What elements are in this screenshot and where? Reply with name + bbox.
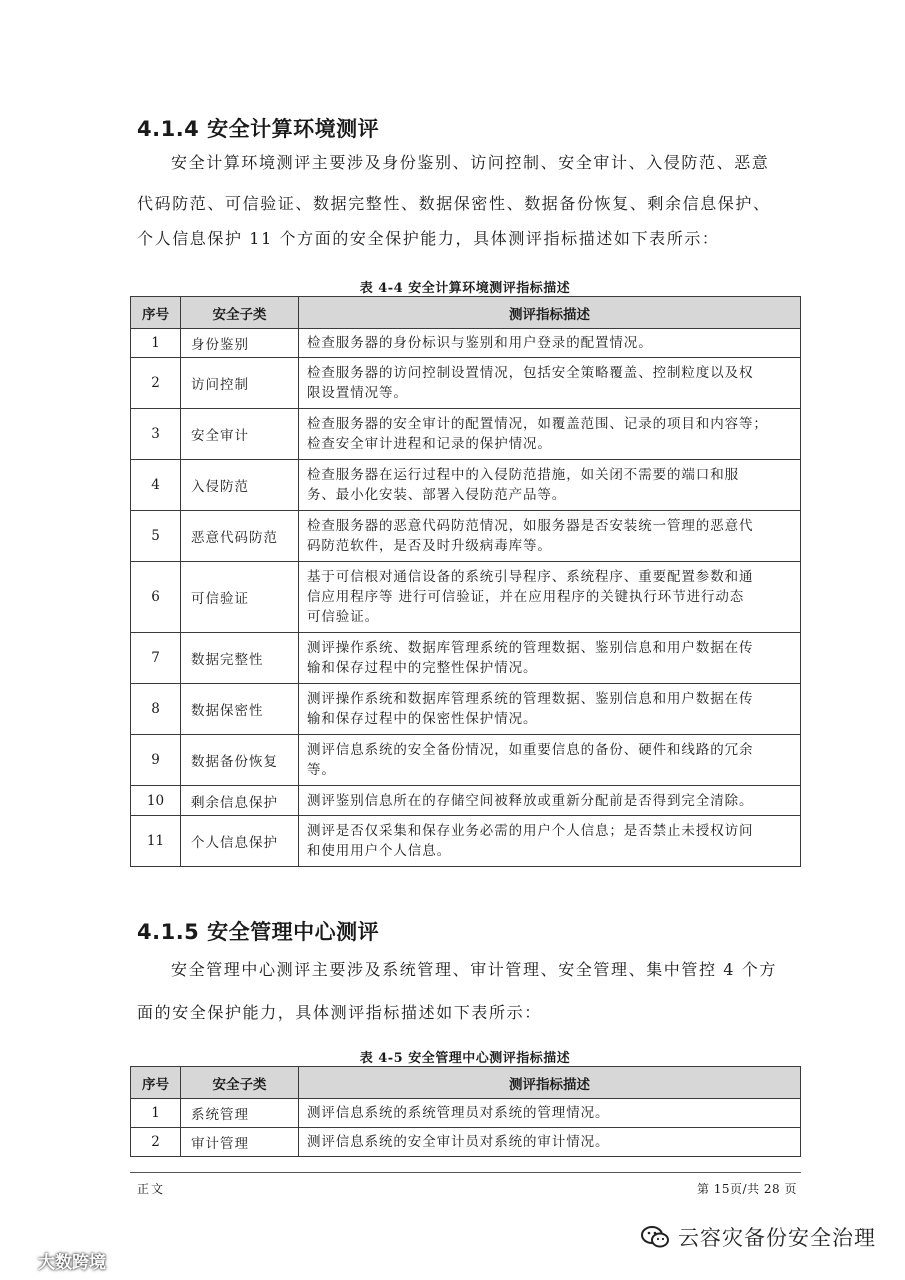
brand-logo-icon [2,1251,32,1271]
cell-subclass: 审计管理 [181,1128,299,1157]
description-line: 基于可信根对通信设备的系统引导程序、系统程序、重要配置参数和通 [307,569,754,585]
cell-no: 3 [131,409,181,460]
cell-no: 6 [131,562,181,633]
description-line: 测评操作系统、数据库管理系统的管理数据、鉴别信息和用户数据在传 [307,640,754,656]
cell-subclass: 恶意代码防范 [181,511,299,562]
table-row [131,633,801,684]
description-line: 检查服务器在运行过程中的入侵防范措施，如关闭不需要的端口和服 [307,467,739,483]
intro-line: 代码防范、可信验证、数据完整性、数据保密性、数据备份恢复、剩余信息保护、 [137,194,771,213]
description-line: 检查服务器的访问控制设置情况，包括安全策略覆盖、控制粒度以及权 [307,365,754,381]
cell-subclass: 访问控制 [181,358,299,409]
section-4-1-5-intro [137,952,797,1030]
description-line: 信应用程序等 进行可信验证，并在应用程序的关键执行环节进行动态 [307,589,745,605]
description-line: 可信验证。 [307,609,379,625]
cell-subclass: 可信验证 [181,562,299,633]
table-row [131,1099,801,1128]
intro-line: 面的安全保护能力，具体测评指标描述如下表所示： [137,1003,542,1022]
description-line: 码防范软件，是否及时升级病毒库等。 [307,538,552,554]
cell-subclass: 数据保密性 [181,684,299,735]
cell-no: 2 [131,358,181,409]
cell-no: 11 [131,816,181,867]
watermark-right [640,1222,876,1252]
cell-no: 1 [131,329,181,358]
header-subclass: 安全子类 [181,1067,299,1099]
description-line: 务、最小化安装、部署入侵防范产品等。 [307,487,567,503]
description-line: 和使用用户个人信息。 [307,843,451,859]
cell-no: 9 [131,735,181,786]
cell-no: 1 [131,1099,181,1128]
description-line: 输和保存过程中的保密性保护情况。 [307,711,538,727]
cell-no: 5 [131,511,181,562]
header-subclass: 安全子类 [181,297,299,329]
table-row [131,684,801,735]
cell-description [299,786,801,816]
cell-description [299,511,801,562]
intro-line: 安全管理中心测评主要涉及系统管理、审计管理、安全管理、集中管控 4 个方 [171,960,777,979]
watermark-left [2,1248,106,1273]
table-row [131,1128,801,1157]
cell-description [299,1128,801,1157]
table-4-4 [130,296,801,867]
cell-subclass: 入侵防范 [181,460,299,511]
description-line: 等。 [307,762,336,778]
table-4-4-caption: 表 4-4 安全计算环境测评指标描述 [359,281,571,296]
cell-no: 4 [131,460,181,511]
cell-description [299,1099,801,1128]
footer-divider [130,1172,801,1173]
cell-description [299,684,801,735]
table-row [131,460,801,511]
description-line: 测评信息系统的安全备份情况，如重要信息的备份、硬件和线路的冗余 [307,742,754,758]
cell-description [299,633,801,684]
cell-subclass: 数据完整性 [181,633,299,684]
table-row [131,358,801,409]
cell-subclass: 数据备份恢复 [181,735,299,786]
watermark-left-text: 大数跨境 [38,1253,106,1273]
cell-subclass: 个人信息保护 [181,816,299,867]
description-line: 检查服务器的身份标识与鉴别和用户登录的配置情况。 [307,335,653,351]
cell-no: 2 [131,1128,181,1157]
cell-description [299,329,801,358]
description-line: 测评操作系统和数据库管理系统的管理数据、鉴别信息和用户数据在传 [307,691,754,707]
footer-page-number: 第 15页/共 28 页 [696,1182,797,1196]
table-row [131,816,801,867]
table-row [131,409,801,460]
cell-no: 7 [131,633,181,684]
section-4-1-4-intro [137,145,797,256]
description-line: 检查服务器的恶意代码防范情况，如服务器是否安装统一管理的恶意代 [307,518,754,534]
table-row [131,329,801,358]
table-row [131,735,801,786]
cell-subclass: 系统管理 [181,1099,299,1128]
wechat-icon [640,1224,670,1250]
footer-section-label: 正文 [137,1182,166,1196]
cell-subclass: 身份鉴别 [181,329,299,358]
description-line: 输和保存过程中的完整性保护情况。 [307,660,538,676]
cell-subclass: 安全审计 [181,409,299,460]
section-title-4-1-4: 4.1.4 安全计算环境测评 [137,117,380,141]
cell-description [299,358,801,409]
section-title-4-1-5: 4.1.5 安全管理中心测评 [137,920,380,944]
header-no: 序号 [131,297,181,329]
watermark-right-text: 云容灾备份安全治理 [678,1226,876,1250]
table-4-5-caption: 表 4-5 安全管理中心测评指标描述 [359,1051,571,1066]
cell-description [299,409,801,460]
table-row [131,786,801,816]
cell-description [299,735,801,786]
cell-description [299,460,801,511]
table-header-row [131,297,801,329]
cell-no: 8 [131,684,181,735]
header-description: 测评指标描述 [299,297,801,329]
header-description: 测评指标描述 [299,1067,801,1099]
description-line: 测评是否仅采集和保存业务必需的用户个人信息；是否禁止未授权访问 [307,823,754,839]
header-no: 序号 [131,1067,181,1099]
cell-subclass: 剩余信息保护 [181,786,299,816]
description-line: 限设置情况等。 [307,385,408,401]
description-line: 测评信息系统的安全审计员对系统的审计情况。 [307,1134,610,1150]
intro-line: 安全计算环境测评主要涉及身份鉴别、访问控制、安全审计、入侵防范、恶意 [171,153,770,172]
table-row [131,562,801,633]
description-line: 测评鉴别信息所在的存储空间被释放或重新分配前是否得到完全清除。 [307,792,754,809]
table-header-row [131,1067,801,1099]
description-line: 检查服务器的安全审计的配置情况，如覆盖范围、记录的项目和内容等； [307,416,768,432]
description-line: 测评信息系统的系统管理员对系统的管理情况。 [307,1105,610,1121]
cell-description [299,562,801,633]
table-row [131,511,801,562]
table-4-5 [130,1066,801,1157]
cell-no: 10 [131,786,181,816]
cell-description [299,816,801,867]
description-line: 检查安全审计进程和记录的保护情况。 [307,436,552,452]
intro-line: 个人信息保护 11 个方面的安全保护能力，具体测评指标描述如下表所示： [137,229,720,248]
